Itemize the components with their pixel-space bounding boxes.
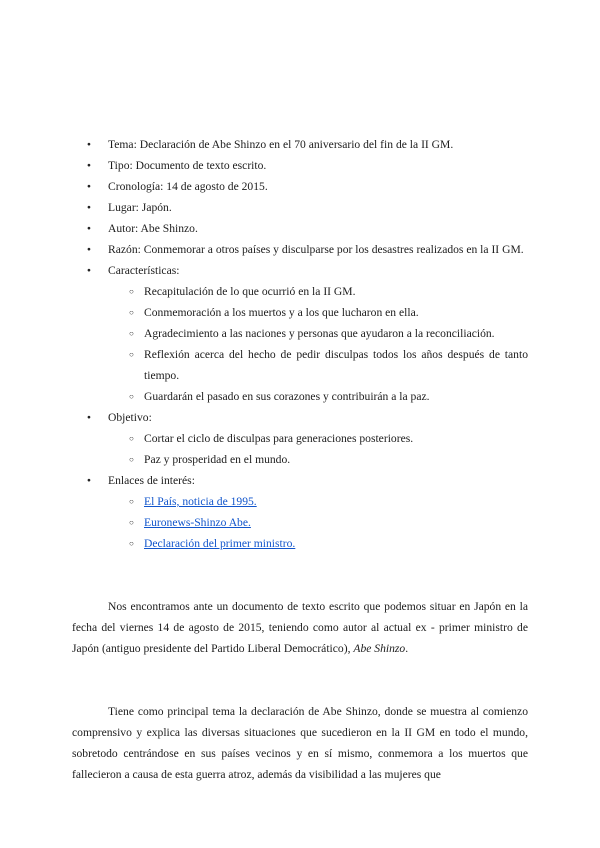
list-item-caracteristicas [72, 260, 528, 407]
sublist-item: ○ Cortar el ciclo de disculpas para generaciones posteriores. [108, 428, 528, 449]
link-item-euronews [108, 512, 528, 533]
sublist-item: ○ Agradecimiento a las naciones y personas que ayudaron a la reconciliación. [108, 323, 528, 344]
link-declaracion[interactable]: Declaración del primer ministro. [144, 537, 296, 550]
sublist-item: ○ Reflexión acerca del hecho de pedir disculpas todos los años después de tanto tiempo. [108, 344, 528, 386]
objetivo-label: Objetivo: [108, 411, 152, 424]
summary-list [72, 134, 528, 554]
document-content [72, 134, 528, 785]
caracteristicas-sublist [108, 281, 528, 407]
paragraph-theme: Tiene como principal tema la declaración de Abe Shinzo, donde se muestra al comienzo comprensivo y explica las diversas situaciones que sucedieron en la II GM en todo el mundo, sobretodo centrándose en sus países vecinos y en sí mismo, conmemora a los muertos que fallecieron a causa de esta guerra atroz, además da visibilidad a las mujeres que [72, 705, 528, 781]
list-item-tema: ● Tema: Declaración de Abe Shinzo en el 70 aniversario del fin de la II GM. [72, 134, 528, 155]
link-item-declaracion [108, 533, 528, 554]
author-name: Abe Shinzo [353, 642, 406, 655]
sublist-item: ○ Recapitulación de lo que ocurrió en la II GM. [108, 281, 528, 302]
enlaces-label: Enlaces de interés: [108, 474, 195, 487]
spacer [72, 680, 528, 701]
paragraph-intro-text: Nos encontramos ante un documento de texto escrito que podemos situar en Japón en la fecha del viernes 14 de agosto de 2015, teniendo como autor al actual ex - primer ministro de Japón (antiguo presidente del Partido Liberal Democrático), [72, 600, 528, 655]
enlaces-sublist [108, 491, 528, 554]
spacer [72, 554, 528, 575]
list-item-tipo: ● Tipo: Documento de texto escrito. [72, 155, 528, 176]
link-euronews[interactable]: Euronews-Shinzo Abe. [144, 516, 251, 529]
caracteristicas-label: Características: [108, 264, 180, 277]
sublist-item: ○ Guardarán el pasado en sus corazones y contribuirán a la paz. [108, 386, 528, 407]
list-item-lugar: ● Lugar: Japón. [72, 197, 528, 218]
spacer [72, 575, 528, 596]
spacer [72, 659, 528, 680]
list-item-objetivo [72, 407, 528, 470]
paragraph-intro-end: . [405, 642, 409, 655]
link-item-el-pais [108, 491, 528, 512]
link-el-pais[interactable]: El País, noticia de 1995. [144, 495, 257, 508]
paragraph-intro [72, 596, 528, 659]
sublist-item: ○ Paz y prosperidad en el mundo. [108, 449, 528, 470]
list-item-cronologia: ● Cronología: 14 de agosto de 2015. [72, 176, 528, 197]
list-item-razon: ● Razón: Conmemorar a otros países y disculparse por los desastres realizados en la II GM. [72, 239, 528, 260]
list-item-enlaces [72, 470, 528, 554]
objetivo-sublist [108, 428, 528, 470]
list-item-autor: ● Autor: Abe Shinzo. [72, 218, 528, 239]
sublist-item: ○ Conmemoración a los muertos y a los que lucharon en ella. [108, 302, 528, 323]
